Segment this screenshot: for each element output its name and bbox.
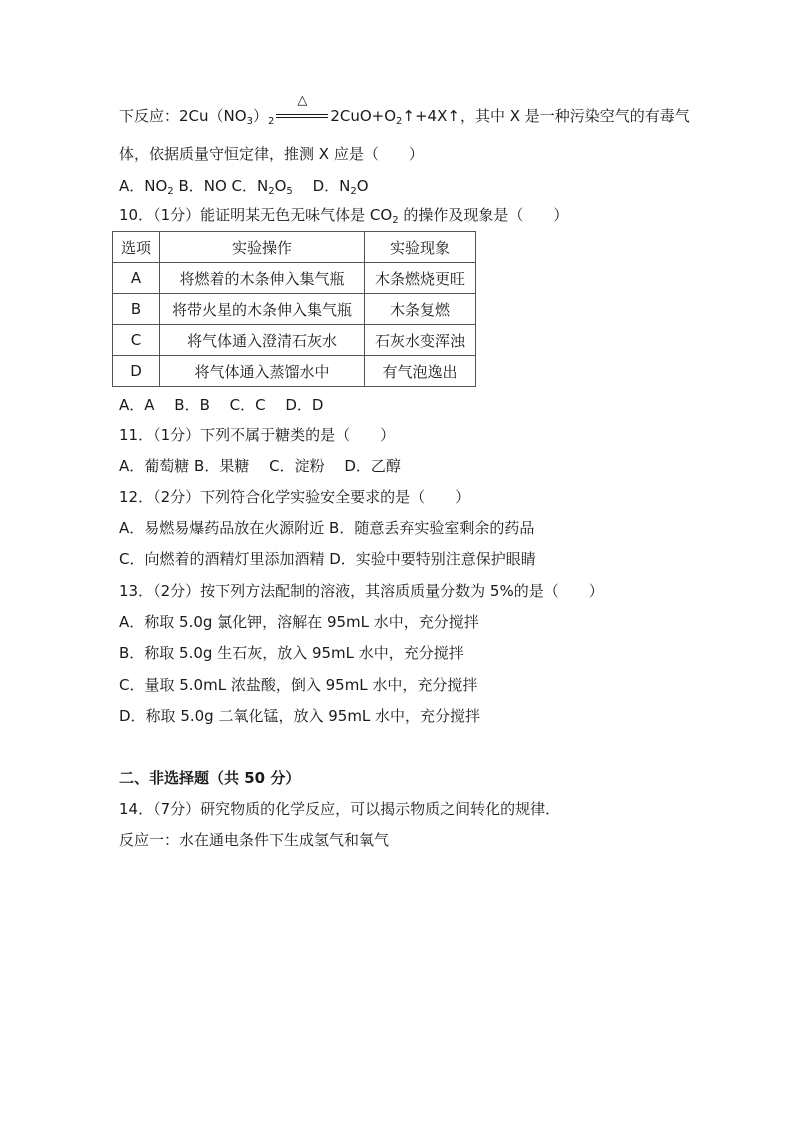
subscript: 2 <box>268 186 275 197</box>
table-cell: 将燃着的木条伸入集气瓶 <box>160 263 365 294</box>
table-cell: 石灰水变浑浊 <box>365 325 476 356</box>
q9-option-c-o: O <box>274 177 287 195</box>
table-cell: 有气泡逸出 <box>365 356 476 387</box>
table-cell: 木条复燃 <box>365 294 476 325</box>
q9-option-d: D．N <box>292 177 351 195</box>
subscript: 2 <box>396 116 403 127</box>
q11-options: A．葡萄糖 B．果糖 C．淀粉 D．乙醇 <box>119 457 401 475</box>
heat-equals-sign <box>274 92 330 127</box>
table-cell: 将气体通入澄清石灰水 <box>160 325 365 356</box>
q9-option-bc: B．NO C．N <box>173 177 269 195</box>
subscript: 5 <box>286 186 293 197</box>
q9-option-d-o: O <box>356 177 369 195</box>
subscript: 2 <box>392 215 399 226</box>
q11-stem: 11．（1分）下列不属于糖类的是（ ） <box>119 426 396 444</box>
q9-option-a: A．NO <box>119 177 168 195</box>
q9-equation-line <box>119 92 690 127</box>
table-row <box>113 263 476 294</box>
table-row <box>113 356 476 387</box>
table-header: 实验操作 <box>160 232 365 263</box>
subscript: 2 <box>267 116 275 127</box>
table-cell: C <box>113 325 160 356</box>
q10-text: 10．（1分）能证明某无色无味气体是 CO <box>119 206 393 224</box>
table-cell: 将带火星的木条伸入集气瓶 <box>160 294 365 325</box>
heating-triangle-icon: △ <box>297 92 308 108</box>
q13-option-a: A．称取 5.0g 氯化钾，溶解在 95mL 水中，充分搅拌 <box>119 613 479 631</box>
q12-options-ab: A．易燃易爆药品放在火源附近 B．随意丢弃实验室剩余的药品 <box>119 519 535 537</box>
paren: ） <box>252 107 268 125</box>
subscript: 2 <box>350 186 357 197</box>
q9-product-rest: ↑+4X↑，其中 X 是一种污染空气的有毒气 <box>402 107 690 125</box>
q13-option-d: D．称取 5.0g 二氧化锰，放入 95mL 水中，充分搅拌 <box>119 707 481 725</box>
q9-text: 体，依据质量守恒定律，推测 X 应是（ ） <box>119 145 424 163</box>
table-cell: D <box>113 356 160 387</box>
q9-prefix: 下反应：2Cu（NO <box>119 107 247 125</box>
table-header-row <box>113 232 476 263</box>
q14-stem: 14．（7分）研究物质的化学反应，可以揭示物质之间转化的规律． <box>119 800 561 818</box>
table-header: 实验现象 <box>365 232 476 263</box>
section-title: 二、非选择题（共 50 分） <box>119 769 301 787</box>
q14-reaction1: 反应一：水在通电条件下生成氢气和氧气 <box>119 831 390 849</box>
q12-stem: 12．（2分）下列符合化学实验安全要求的是（ ） <box>119 488 471 506</box>
table-cell: 将气体通入蒸馏水中 <box>160 356 365 387</box>
table-cell: 木条燃烧更旺 <box>365 263 476 294</box>
q13-option-c: C．量取 5.0mL 浓盐酸，倒入 95mL 水中，充分搅拌 <box>119 676 478 694</box>
subscript: 2 <box>167 186 174 197</box>
q10-stem <box>119 205 568 225</box>
q12-options-cd: C．向燃着的酒精灯里添加酒精 D．实验中要特别注意保护眼睛 <box>119 550 536 568</box>
q13-stem: 13．（2分）按下列方法配制的溶液，其溶质质量分数为 5%的是（ ） <box>119 582 604 600</box>
q10-table <box>112 231 476 387</box>
subscript: 3 <box>246 116 253 127</box>
table-row <box>113 294 476 325</box>
table-cell: B <box>113 294 160 325</box>
q9-options <box>119 176 369 196</box>
table-header: 选项 <box>113 232 160 263</box>
q9-line2 <box>119 144 424 164</box>
q13-option-b: B．称取 5.0g 生石灰，放入 95mL 水中，充分搅拌 <box>119 644 464 662</box>
q10-options: A．A B．B C．C D．D <box>119 396 324 414</box>
table-cell: A <box>113 263 160 294</box>
q10-text-rest: 的操作及现象是（ ） <box>398 206 569 224</box>
table-row <box>113 325 476 356</box>
q9-product: 2CuO+O <box>330 107 397 125</box>
